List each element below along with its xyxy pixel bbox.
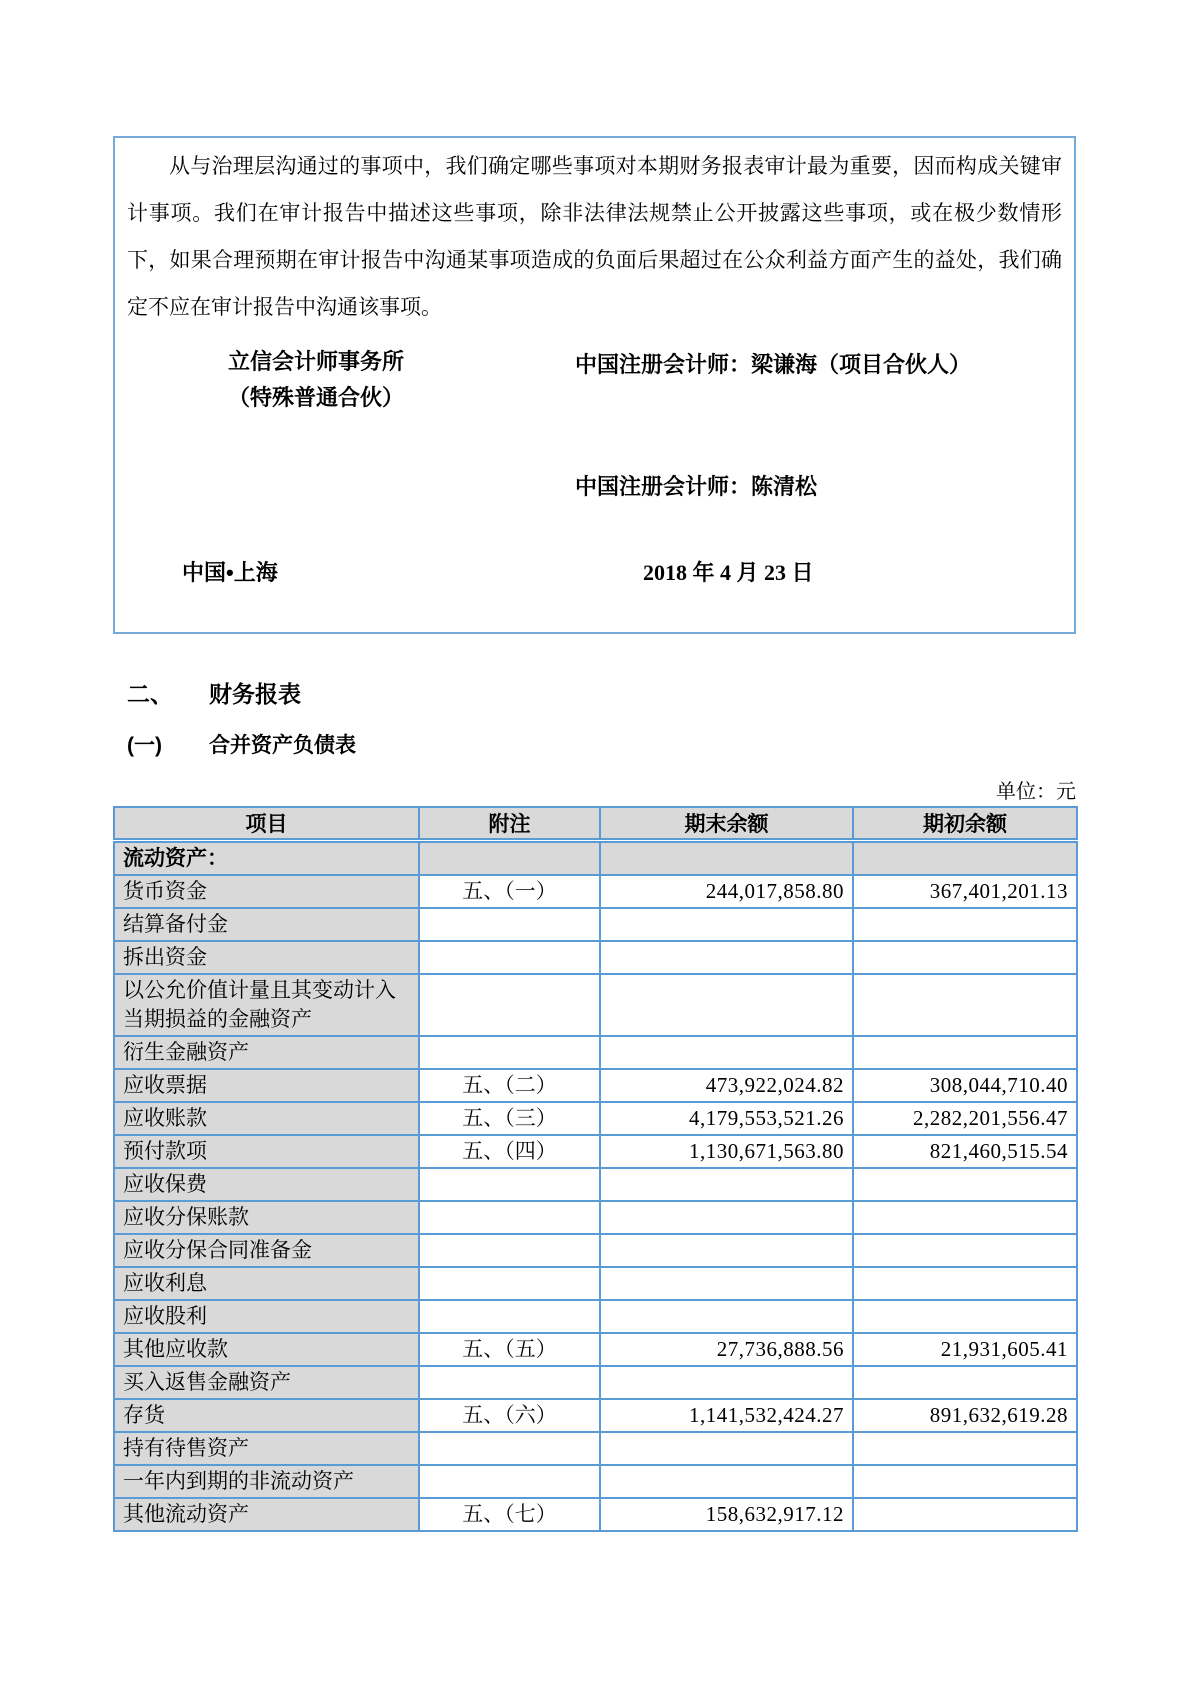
note-cell: 五、（四） <box>419 1135 600 1168</box>
table-row <box>114 1069 1077 1102</box>
table-row <box>114 1234 1077 1267</box>
beginning-balance-cell <box>853 1300 1077 1333</box>
table-row <box>114 1267 1077 1300</box>
item-cell: 应收分保账款 <box>114 1201 419 1234</box>
ending-balance-cell: 1,130,671,563.80 <box>600 1135 853 1168</box>
table-row <box>114 1135 1077 1168</box>
item-cell: 持有待售资产 <box>114 1432 419 1465</box>
item-cell: 买入返售金融资产 <box>114 1366 419 1399</box>
note-cell <box>419 841 600 876</box>
note-cell: 五、（七） <box>419 1498 600 1531</box>
note-cell <box>419 908 600 941</box>
ending-balance-cell <box>600 908 853 941</box>
section-title: 财务报表 <box>209 681 301 707</box>
report-date: 2018 年 4 月 23 日 <box>643 560 814 585</box>
beginning-balance-cell <box>853 1201 1077 1234</box>
table-row <box>114 1168 1077 1201</box>
cpa-signature-1: 中国注册会计师：梁谦海（项目合伙人） <box>575 352 972 377</box>
ending-balance-cell: 27,736,888.56 <box>600 1333 853 1366</box>
ending-balance-cell <box>600 1036 853 1069</box>
note-cell <box>419 1168 600 1201</box>
item-cell: 一年内到期的非流动资产 <box>114 1465 419 1498</box>
table-row <box>114 974 1077 1036</box>
beginning-balance-cell <box>853 908 1077 941</box>
table-row <box>114 908 1077 941</box>
beginning-balance-cell <box>853 1366 1077 1399</box>
item-cell: 拆出资金 <box>114 941 419 974</box>
beginning-balance-cell <box>853 1168 1077 1201</box>
table-row <box>114 1300 1077 1333</box>
cpa-signature-2: 中国注册会计师：陈清松 <box>575 474 818 499</box>
item-cell: 应收账款 <box>114 1102 419 1135</box>
ending-balance-cell <box>600 1234 853 1267</box>
beginning-balance-cell <box>853 841 1077 876</box>
header-ending-balance: 期末余额 <box>600 807 853 841</box>
note-cell <box>419 1234 600 1267</box>
ending-balance-cell <box>600 1300 853 1333</box>
table-row <box>114 1498 1077 1531</box>
beginning-balance-cell: 367,401,201.13 <box>853 875 1077 908</box>
table-row <box>114 1432 1077 1465</box>
audit-paragraph: 从与治理层沟通过的事项中，我们确定哪些事项对本期财务报表审计最为重要，因而构成关键审计事项。我们在审计报告中描述这些事项，除非法律法规禁止公开披露这些事项，或在极少数情形下，如果合理预期在审计报告中沟通某事项造成的负面后果超过在公众利益方面产生的益处，我们确定不应在审计报告中沟通该事项。 <box>127 154 1062 319</box>
ending-balance-cell <box>600 1465 853 1498</box>
item-cell: 应收利息 <box>114 1267 419 1300</box>
item-cell: 流动资产： <box>114 841 419 876</box>
ending-balance-cell <box>600 1432 853 1465</box>
table-row <box>114 1399 1077 1432</box>
ending-balance-cell: 244,017,858.80 <box>600 875 853 908</box>
table-row <box>114 1102 1077 1135</box>
balance-sheet-table <box>113 806 1078 1532</box>
section-heading <box>127 676 301 709</box>
table-row <box>114 1465 1077 1498</box>
ending-balance-cell <box>600 841 853 876</box>
note-cell <box>419 1201 600 1234</box>
unit-label: 单位：元 <box>996 781 1076 803</box>
item-cell: 应收股利 <box>114 1300 419 1333</box>
header-item: 项目 <box>114 807 419 841</box>
item-cell: 应收保费 <box>114 1168 419 1201</box>
ending-balance-cell: 4,179,553,521.26 <box>600 1102 853 1135</box>
note-cell: 五、（六） <box>419 1399 600 1432</box>
item-cell: 其他应收款 <box>114 1333 419 1366</box>
ending-balance-cell <box>600 1267 853 1300</box>
note-cell: 五、（二） <box>419 1069 600 1102</box>
ending-balance-cell: 158,632,917.12 <box>600 1498 853 1531</box>
ending-balance-cell <box>600 1366 853 1399</box>
ending-balance-cell: 473,922,024.82 <box>600 1069 853 1102</box>
ending-balance-cell <box>600 941 853 974</box>
balance-sheet-body <box>114 841 1077 1532</box>
audit-firm-signature <box>228 344 404 416</box>
note-cell: 五、（三） <box>419 1102 600 1135</box>
audit-firm-type: （特殊普通合伙） <box>228 385 405 410</box>
table-row <box>114 941 1077 974</box>
ending-balance-cell <box>600 1168 853 1201</box>
beginning-balance-cell: 821,460,515.54 <box>853 1135 1077 1168</box>
table-row <box>114 875 1077 908</box>
beginning-balance-cell <box>853 1465 1077 1498</box>
item-cell: 以公允价值计量且其变动计入当期损益的金融资产 <box>114 974 419 1036</box>
subsection-title: 合并资产负债表 <box>209 734 356 757</box>
note-cell <box>419 1267 600 1300</box>
beginning-balance-cell: 891,632,619.28 <box>853 1399 1077 1432</box>
item-cell: 衍生金融资产 <box>114 1036 419 1069</box>
note-cell <box>419 1465 600 1498</box>
audit-firm-name: 立信会计师事务所 <box>228 349 405 374</box>
beginning-balance-cell: 308,044,710.40 <box>853 1069 1077 1102</box>
table-header-row <box>114 807 1077 841</box>
table-row <box>114 1036 1077 1069</box>
subsection-number: (一) <box>127 734 162 757</box>
note-cell <box>419 1432 600 1465</box>
item-cell: 存货 <box>114 1399 419 1432</box>
beginning-balance-cell <box>853 1498 1077 1531</box>
audit-conclusion-box <box>113 136 1076 634</box>
report-location: 中国•上海 <box>182 560 278 585</box>
ending-balance-cell <box>600 974 853 1036</box>
item-cell: 货币资金 <box>114 875 419 908</box>
beginning-balance-cell <box>853 1432 1077 1465</box>
beginning-balance-cell <box>853 974 1077 1036</box>
beginning-balance-cell <box>853 1267 1077 1300</box>
beginning-balance-cell: 21,931,605.41 <box>853 1333 1077 1366</box>
note-cell <box>419 1300 600 1333</box>
ending-balance-cell: 1,141,532,424.27 <box>600 1399 853 1432</box>
note-cell <box>419 941 600 974</box>
beginning-balance-cell <box>853 1036 1077 1069</box>
item-cell: 结算备付金 <box>114 908 419 941</box>
ending-balance-cell <box>600 1201 853 1234</box>
header-beginning-balance: 期初余额 <box>853 807 1077 841</box>
note-cell: 五、（五） <box>419 1333 600 1366</box>
beginning-balance-cell: 2,282,201,556.47 <box>853 1102 1077 1135</box>
table-row <box>114 1201 1077 1234</box>
section-row <box>114 841 1077 876</box>
header-note: 附注 <box>419 807 600 841</box>
beginning-balance-cell <box>853 941 1077 974</box>
note-cell: 五、（一） <box>419 875 600 908</box>
item-cell: 应收分保合同准备金 <box>114 1234 419 1267</box>
note-cell <box>419 1036 600 1069</box>
note-cell <box>419 1366 600 1399</box>
section-number: 二、 <box>127 681 173 707</box>
item-cell: 应收票据 <box>114 1069 419 1102</box>
subsection-heading <box>127 729 356 759</box>
item-cell: 预付款项 <box>114 1135 419 1168</box>
item-cell: 其他流动资产 <box>114 1498 419 1531</box>
table-row <box>114 1333 1077 1366</box>
note-cell <box>419 974 600 1036</box>
beginning-balance-cell <box>853 1234 1077 1267</box>
table-row <box>114 1366 1077 1399</box>
